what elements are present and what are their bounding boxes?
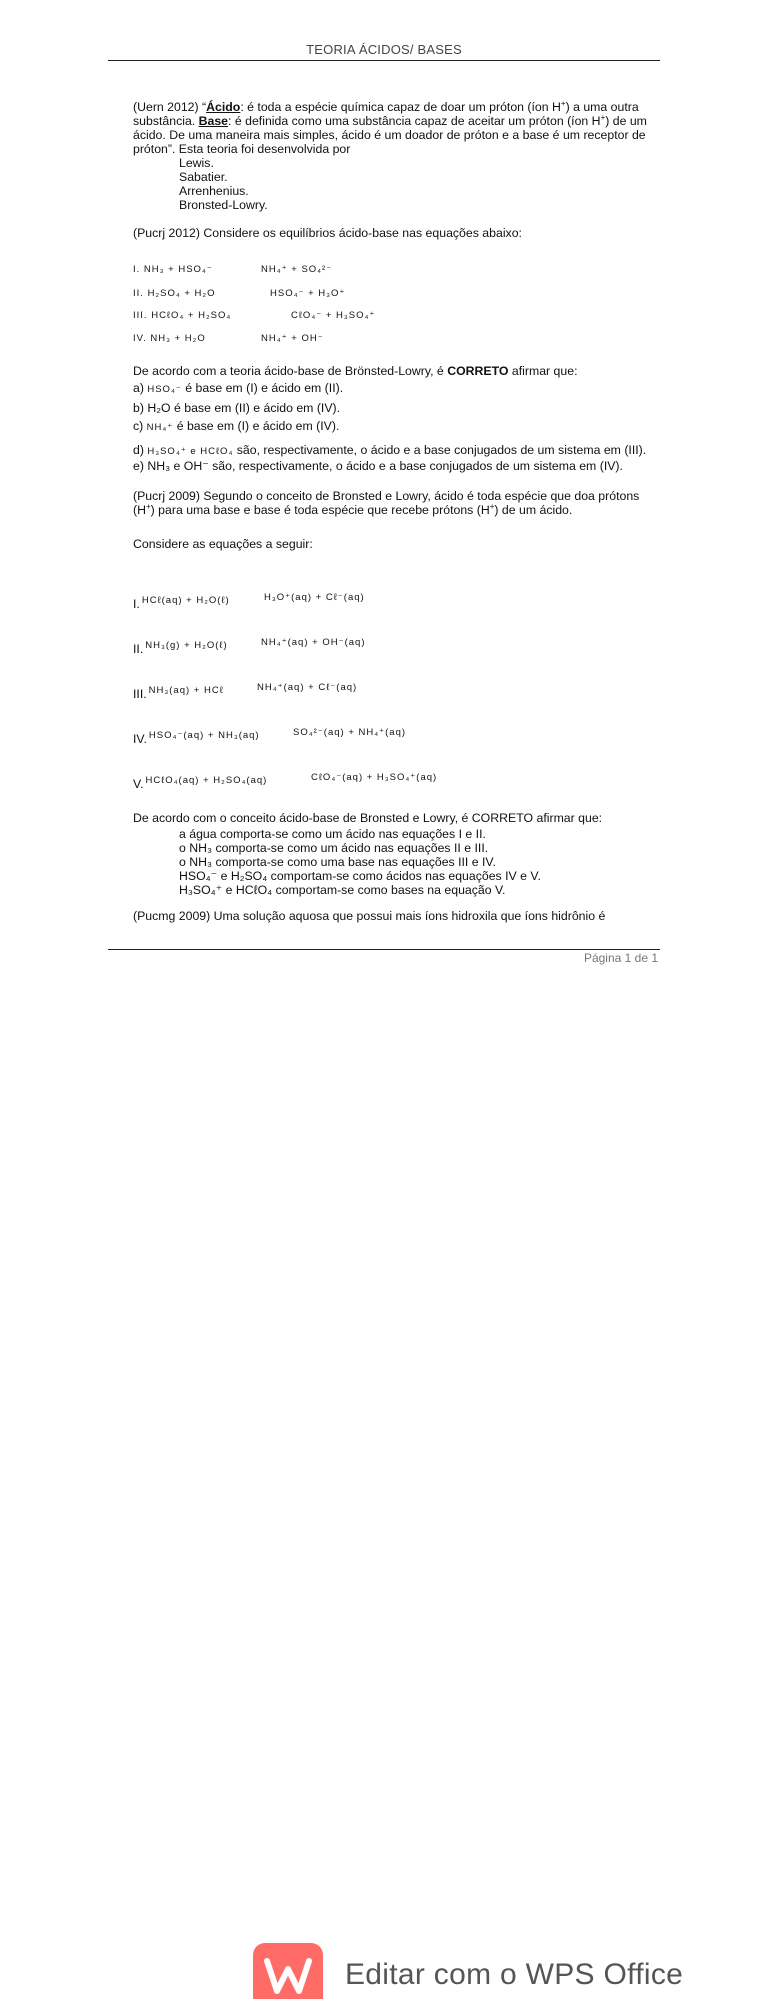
q3-intro-c: ) de um ácido. — [494, 503, 573, 517]
answer-text: é base em (I) e ácido em (II). — [181, 381, 344, 395]
q1-text-3: : é definida como uma substância capaz de aceitar um próton (íon H — [228, 114, 601, 128]
equation-row — [133, 288, 346, 299]
answer-species: NH₄⁺ — [146, 422, 174, 433]
equation-right: NH₄⁺ + OH⁻ — [261, 333, 324, 344]
q3-sup-2: + — [489, 501, 495, 511]
equation-row — [133, 682, 358, 701]
answer-text: H₂O é base em (II) e ácido em (IV). — [147, 401, 341, 415]
document-body — [133, 100, 653, 240]
equation-label: IV. — [133, 732, 147, 746]
q3-intro-b: ) para uma base e base é toda espécie que recebe prótons (H — [150, 503, 490, 517]
equation-row — [133, 592, 365, 611]
equation-row — [133, 264, 333, 275]
equation-row — [133, 637, 366, 656]
equation-row — [133, 772, 438, 791]
q1-sup-2: + — [600, 112, 606, 122]
q3-stem: De acordo com o conceito ácido-base de Bronsted e Lowry, é CORRETO afirmar que: — [133, 811, 603, 825]
equation-left: NH₃(aq) + HCℓ — [148, 685, 224, 696]
q1-option: Arrenhenius. — [179, 184, 249, 198]
wps-edit-link[interactable]: Editar com o WPS Office — [345, 1958, 684, 1991]
equation-row — [133, 727, 407, 746]
equation-label: II. — [133, 288, 144, 299]
equation-right: NH₄⁺ + SO₄²⁻ — [261, 264, 333, 275]
equation-label: III. — [133, 687, 147, 701]
equation-left: HSO₄⁻(aq) + NH₃(aq) — [148, 730, 260, 741]
term-acido: Ácido — [206, 100, 241, 114]
equation-label: IV. — [133, 333, 147, 344]
answer-label: c) — [133, 419, 144, 433]
question-pucrj-2009-intro — [133, 489, 653, 517]
q1-text-2: ) a uma outra substância. — [133, 100, 639, 128]
q3-option: H₃SO₄⁺ e HCℓO₄ comportam-se como bases na equação V. — [179, 883, 506, 897]
equation-label: V. — [133, 777, 144, 791]
equation-right: SO₄²⁻(aq) + NH₄⁺(aq) — [293, 727, 407, 738]
answer-text: NH₃ e OH⁻ são, respectivamente, o ácido e a base conjugados de um sistema em (IV). — [147, 459, 623, 473]
footer-rule — [108, 949, 660, 950]
question-pucrj-2012-intro: (Pucrj 2012) Considere os equilíbrios ácido-base nas equações abaixo: — [133, 226, 522, 240]
document-header-title: TEORIA ÁCIDOS/ BASES — [306, 42, 462, 57]
equation-left: HCℓO₄ + H₂SO₄ — [151, 310, 232, 321]
q3-sup-1: + — [145, 501, 151, 511]
question-pucmg-2009-intro: (Pucmg 2009) Uma solução aquosa que possui mais íons hidroxila que íons hidrônio é — [133, 909, 606, 923]
equation-left: HCℓO₄(aq) + H₂SO₄(aq) — [145, 775, 268, 786]
q1-option: Bronsted-Lowry. — [179, 198, 268, 212]
equation-label: III. — [133, 310, 148, 321]
pucrj-2012-answers — [133, 364, 653, 551]
term-base: Base — [198, 114, 229, 128]
q3-intro-a: (Pucrj 2009) Segundo o conceito de Bronsted e Lowry, ácido é toda espécie que doa prótons (H — [133, 489, 640, 517]
equation-right: H₃O⁺(aq) + Cℓ⁻(aq) — [264, 592, 365, 603]
equation-left: H₂SO₄ + H₂O — [147, 288, 216, 299]
header-rule — [108, 60, 660, 61]
equation-label: II. — [133, 642, 144, 656]
q1-option: Lewis. — [179, 156, 214, 170]
answer-text: são, respectivamente, o ácido e a base conjugados de um sistema em (III). — [233, 443, 647, 457]
answer-option — [133, 459, 653, 473]
answer-label: a) — [133, 381, 144, 395]
q3-option: o NH₃ comporta-se como uma base nas equações III e IV. — [179, 855, 496, 869]
page-indicator: Página 1 de 1 — [583, 951, 658, 965]
q3-consider: Considere as equações a seguir: — [133, 537, 313, 551]
equation-right: NH₄⁺(aq) + OH⁻(aq) — [261, 637, 366, 648]
equation-label: I. — [133, 597, 140, 611]
wps-w-mark-icon — [263, 1957, 313, 1997]
q2-stem-a: De acordo com a teoria ácido-base de Brönsted-Lowry, é — [133, 364, 448, 378]
equation-row — [133, 310, 376, 321]
answer-option — [133, 443, 653, 459]
q3-option: a água comporta-se como um ácido nas equações I e II. — [179, 827, 486, 841]
equation-right: HSO₄⁻ + H₃O⁺ — [270, 288, 346, 299]
q2-stem-correto: CORRETO — [447, 364, 509, 378]
equation-left: NH₃ + HSO₄⁻ — [143, 264, 213, 275]
answer-species: H₃SO₄⁺ e HCℓO₄ — [147, 446, 234, 457]
q3-option: o NH₃ comporta-se como um ácido nas equações II e III. — [179, 841, 489, 855]
equation-left: NH₃(g) + H₂O(ℓ) — [145, 640, 228, 651]
equation-row — [133, 333, 324, 344]
wps-logo-icon[interactable] — [253, 1943, 323, 1999]
q1-sup-1: + — [560, 98, 566, 108]
q2-stem — [133, 364, 653, 378]
q2-stem-c: afirmar que: — [508, 364, 578, 378]
q1-option: Sabatier. — [179, 170, 228, 184]
equation-left: HCℓ(aq) + H₂O(ℓ) — [141, 595, 230, 606]
equation-right: NH₄⁺(aq) + Cℓ⁻(aq) — [257, 682, 358, 693]
answer-species: HSO₄⁻ — [147, 384, 182, 395]
equation-label: I. — [133, 264, 141, 275]
wps-banner[interactable] — [0, 968, 768, 1991]
answer-option — [133, 381, 653, 397]
equation-right: CℓO₄⁻ + H₃SO₄⁺ — [291, 310, 376, 321]
answer-label: b) — [133, 401, 144, 415]
q1-text-1: : é toda a espécie química capaz de doar um próton (íon H — [240, 100, 561, 114]
equation-right: CℓO₄⁻(aq) + H₃SO₄⁺(aq) — [311, 772, 438, 783]
pucrj-2009-answers — [133, 811, 653, 923]
answer-option — [133, 419, 653, 435]
q1-lead: (Uern 2012) “ — [133, 100, 207, 114]
q3-option: HSO₄⁻ e H₂SO₄ comportam-se como ácidos nas equações IV e V. — [179, 869, 541, 883]
answer-option — [133, 401, 653, 415]
answer-text: é base em (I) e ácido em (IV). — [173, 419, 340, 433]
question-uern-2012 — [133, 100, 653, 156]
equation-left: NH₃ + H₂O — [150, 333, 206, 344]
answer-label: d) — [133, 443, 144, 457]
answer-label: e) — [133, 459, 144, 473]
q1-text-4: ) de um ácido. De uma maneira mais simples, ácido é um doador de próton e a base é um receptor de próton”. Esta teoria foi desenvolvida por — [133, 114, 647, 156]
